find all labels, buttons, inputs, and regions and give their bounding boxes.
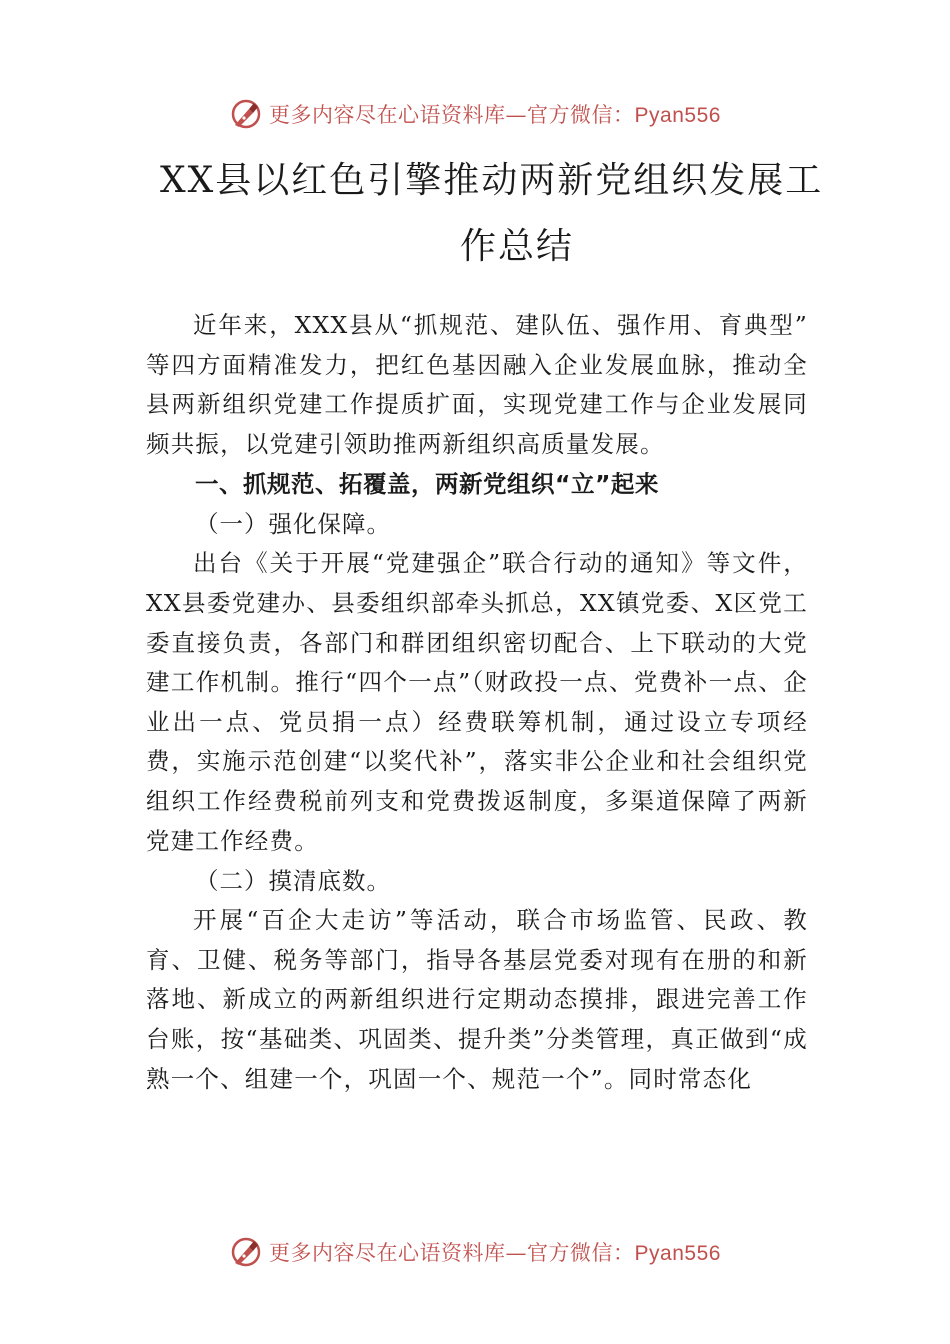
subsection-heading-1: （一）强化保障。 <box>195 510 391 539</box>
wechat-id: Pyan556 <box>634 104 721 127</box>
section-heading-1: 一、抓规范、拓覆盖，两新党组织“立”起来 <box>195 470 659 499</box>
wechat-id: Pyan556 <box>634 1242 721 1265</box>
subsection-2-paragraph: 开展“百企大走访”等活动，联合市场监管、民政、教育、卫健、税务等部门，指导各基层党委对现有在册的和新落地、新成立的两新组织进行定期动态摸排，跟进完善工作台账，按“基础类、巩固类、提升类”分类管理，真正做到“成熟一个、组建一个，巩固一个、规范一个”。同时常态化 <box>146 906 808 1093</box>
pen-nib-logo-icon <box>229 1235 263 1269</box>
title-line-1: XX县以红色引擎推动两新党组织发展工 <box>160 160 824 201</box>
subsection-heading-2: （二）摸清底数。 <box>195 867 391 896</box>
subsection-1-paragraph: 出台《关于开展“党建强企”联合行动的通知》等文件，XX县委党建办、县委组织部牵头抓总，XX镇党委、X区党工委直接负责，各部门和群团组织密切配合、上下联动的大党建工作机制。推行“四个一点”（财政投一点、党费补一点、企业出一点、党员捐一点）经费联筹机制，通过设立专项经费，实施示范创建“以奖代补”，落实非公企业和社会组织党组织工作经费税前列支和党费拨返制度，多渠道保障了两新党建工作经费。 <box>146 549 808 855</box>
document-body <box>146 306 808 1099</box>
watermark-text: 更多内容尽在心语资料库—官方微信：Pyan556 <box>269 1241 721 1265</box>
document-title <box>120 148 830 280</box>
pen-nib-logo-icon <box>229 97 263 131</box>
watermark-text: 更多内容尽在心语资料库—官方微信：Pyan556 <box>269 103 721 127</box>
intro-paragraph: 近年来，XXX县从“抓规范、建队伍、强作用、育典型” 等四方面精准发力，把红色基因融入企业发展血脉，推动全县两新组织党建工作提质扩面，实现党建工作与企业发展同频共振，以党建引领助推两新组织高质量发展。 <box>146 311 808 458</box>
watermark-banner-top <box>0 94 950 134</box>
title-line-2: 作总结 <box>460 226 575 267</box>
watermark-banner-bottom <box>0 1232 950 1272</box>
